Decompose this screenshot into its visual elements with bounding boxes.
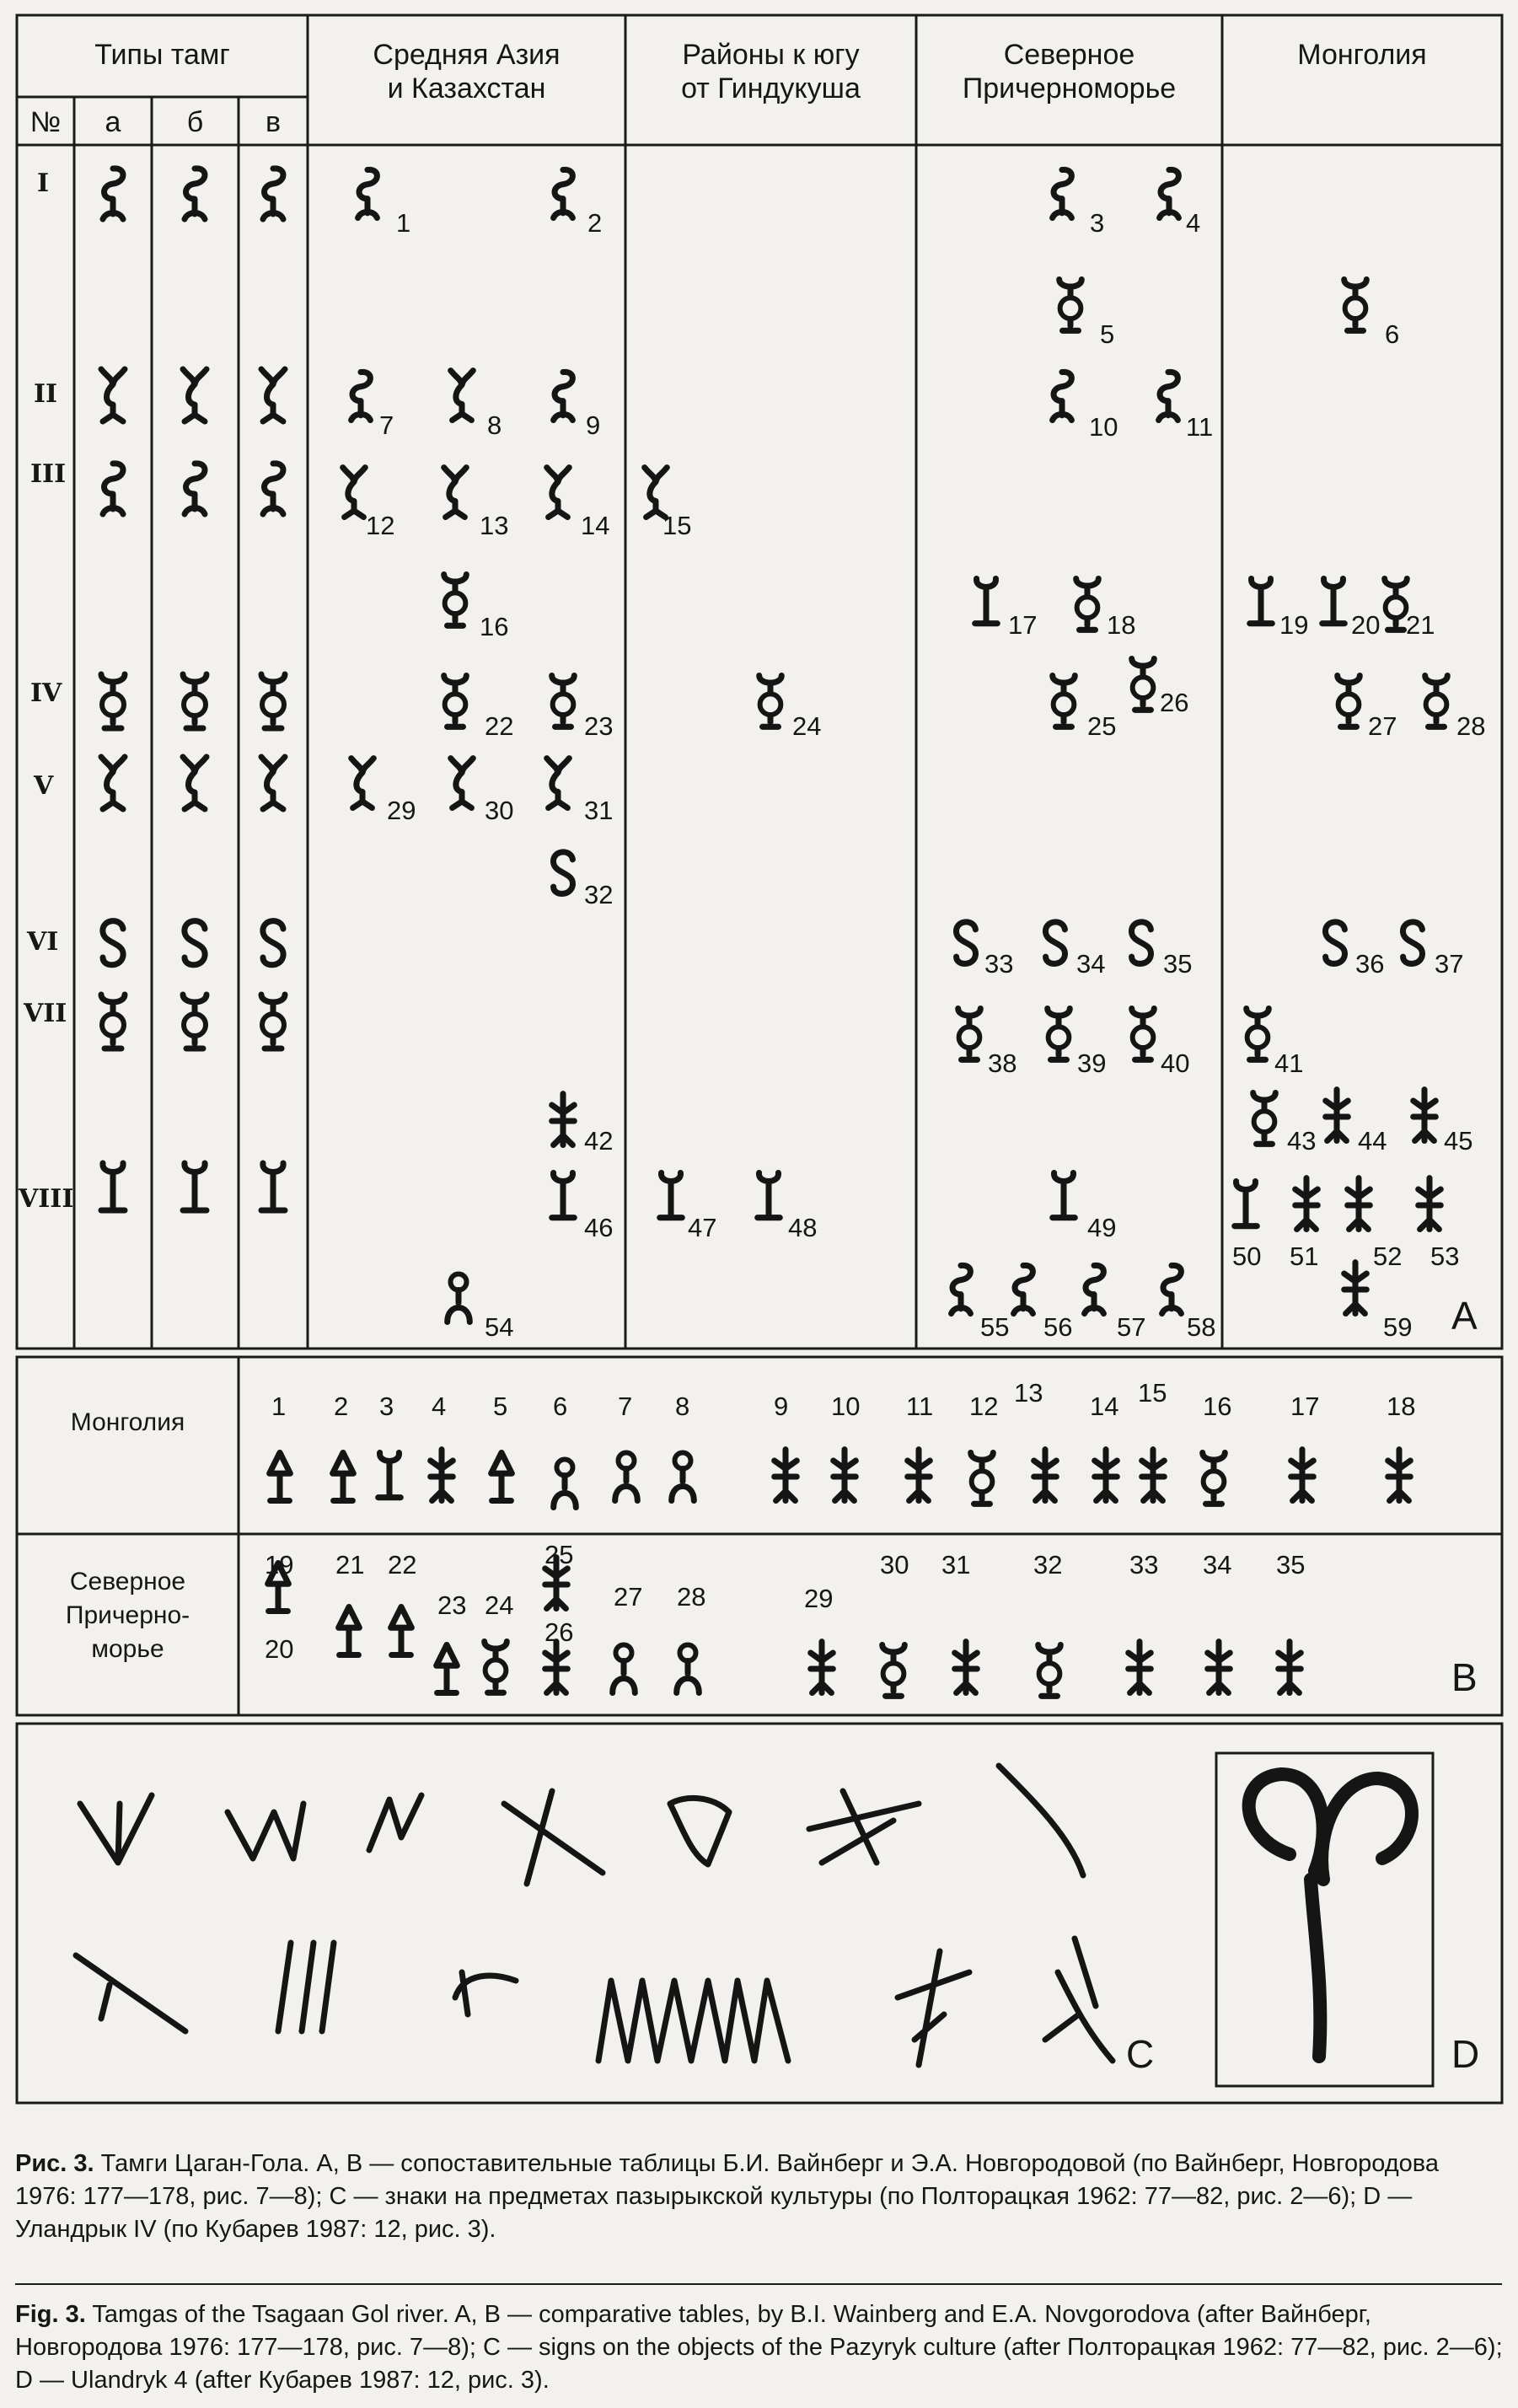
sign-number: 18 <box>1107 610 1136 640</box>
tamga-glyph <box>1142 1450 1165 1501</box>
tamga-glyph <box>1403 922 1422 964</box>
sign-number: 19 <box>265 1550 294 1579</box>
sign-number: 32 <box>1033 1550 1063 1579</box>
scratch-sign <box>670 1798 729 1864</box>
tamga-glyph <box>547 468 570 518</box>
sign-number: 27 <box>614 1582 643 1612</box>
tamga-glyph <box>358 169 378 217</box>
sign-number: 21 <box>335 1550 365 1579</box>
tamga-glyph <box>1131 922 1151 964</box>
scratch-sign <box>228 1804 303 1858</box>
tamga-glyph <box>1038 1645 1061 1697</box>
sign-number: 24 <box>485 1590 514 1620</box>
tamga-glyph <box>183 995 207 1048</box>
header-mongolia: Монголия <box>1297 39 1427 71</box>
tamga-glyph <box>1085 1265 1104 1313</box>
tamga-glyph <box>485 1642 507 1693</box>
tamga-glyph <box>971 1453 994 1504</box>
tamga-glyph <box>103 169 123 219</box>
sign-number: 58 <box>1187 1312 1216 1342</box>
tamga-glyph <box>545 1642 568 1693</box>
tamga-glyph <box>660 1173 683 1218</box>
sign-number: 3 <box>379 1392 394 1421</box>
sign-number: 35 <box>1163 949 1193 979</box>
tamga-glyph <box>552 1094 575 1145</box>
tamga-glyph <box>183 1163 207 1210</box>
sign-number: 42 <box>584 1126 614 1156</box>
sign-number: 21 <box>1406 610 1435 640</box>
tamga-glyph <box>958 1009 981 1060</box>
tamga-glyph <box>1235 1182 1258 1226</box>
tamga-glyph <box>1014 1265 1033 1313</box>
tamga-glyph <box>955 1642 978 1693</box>
tamga-glyph <box>261 1163 285 1210</box>
tamga-glyph <box>101 757 125 809</box>
sign-number: 3 <box>1090 208 1105 238</box>
sign-number: 1 <box>396 208 411 238</box>
sign-number: 10 <box>831 1392 861 1421</box>
sign-number: 22 <box>388 1550 417 1579</box>
tamga-glyph <box>1129 1642 1151 1693</box>
subheader-no: № <box>30 106 62 138</box>
sign-number: 32 <box>584 880 614 909</box>
sign-number: 26 <box>544 1617 574 1647</box>
tamga-glyph <box>491 1453 512 1501</box>
tamga-glyph <box>1095 1450 1118 1501</box>
tamga-glyph <box>554 1460 577 1508</box>
tamga-glyph <box>431 1450 453 1501</box>
ulandryk-tamga <box>1249 1774 1412 2057</box>
tamga-glyph <box>183 369 207 421</box>
sign-number: 30 <box>880 1550 909 1579</box>
sign-number: 40 <box>1161 1048 1190 1078</box>
tamga-glyph <box>1048 1009 1070 1060</box>
tamga-glyph <box>351 759 374 808</box>
scratch-sign <box>455 1972 516 2014</box>
tamga-glyph <box>263 169 283 219</box>
tamga-glyph <box>1344 280 1367 331</box>
sign-number: 37 <box>1435 949 1464 979</box>
tamga-glyph <box>1053 169 1072 217</box>
tamga-glyph <box>451 371 474 421</box>
sign-number: 20 <box>265 1634 294 1664</box>
tamga-glyph <box>444 575 467 626</box>
tamga-glyph <box>1159 372 1178 420</box>
tamga-glyph <box>1253 1093 1276 1145</box>
tamga-glyph <box>1160 169 1179 217</box>
sign-number: 15 <box>1138 1378 1167 1408</box>
tamga-glyph <box>101 674 125 728</box>
sign-number: 14 <box>1090 1392 1119 1421</box>
tamga-glyph <box>261 995 285 1048</box>
tamga-glyph <box>1208 1642 1231 1693</box>
tamga-glyph <box>975 579 998 624</box>
tamga-glyph <box>103 464 123 514</box>
subheader-b: б <box>186 106 204 138</box>
tamga-glyph <box>1203 1453 1226 1504</box>
sign-number: 7 <box>379 410 394 440</box>
sign-number: 59 <box>1383 1312 1413 1342</box>
tamga-glyph <box>183 757 207 809</box>
tamga-glyph <box>1053 372 1072 420</box>
header-black-sea: Северное Причерноморье <box>962 39 1177 105</box>
sign-number: 15 <box>662 511 692 540</box>
scratch-sign <box>504 1791 603 1884</box>
sign-number: 10 <box>1089 412 1118 442</box>
sign-number: 4 <box>1186 208 1201 238</box>
sign-number: 12 <box>969 1392 999 1421</box>
tamga-glyph <box>101 369 125 421</box>
sign-number: 55 <box>980 1312 1010 1342</box>
sign-number: 57 <box>1117 1312 1146 1342</box>
tamga-glyph <box>444 676 467 727</box>
sign-number: 6 <box>1385 319 1400 349</box>
sign-number: 29 <box>804 1584 834 1613</box>
tamga-glyph <box>270 1453 291 1501</box>
sign-number: 2 <box>587 208 603 238</box>
tamga-glyph <box>677 1645 700 1693</box>
scratch-sign <box>809 1791 919 1863</box>
tamga-glyph <box>1034 1450 1057 1501</box>
sign-number: 34 <box>1076 949 1106 979</box>
panel-d-label: D <box>1451 2032 1480 2076</box>
sign-number: 8 <box>675 1392 690 1421</box>
tamga-glyph <box>615 1453 638 1501</box>
tamga-glyph <box>1388 1450 1411 1501</box>
scratch-sign <box>369 1795 421 1850</box>
scratch-sign <box>898 1951 969 2065</box>
sign-number: 45 <box>1444 1126 1473 1156</box>
tamga-glyph <box>1295 1178 1318 1230</box>
row-number: III <box>30 459 67 489</box>
tamga-glyph <box>1291 1450 1314 1501</box>
sign-number: 17 <box>1290 1392 1320 1421</box>
panel-a-label: A <box>1451 1294 1478 1338</box>
sign-number: 53 <box>1430 1242 1460 1271</box>
tamga-glyph <box>183 674 207 728</box>
sign-number: 26 <box>1160 688 1189 717</box>
tamga-glyph <box>101 995 125 1048</box>
tamga-glyph <box>554 372 573 420</box>
tamga-glyph <box>1322 579 1345 624</box>
tamga-glyph <box>444 468 467 518</box>
sign-number: 25 <box>544 1540 574 1569</box>
sign-number: 11 <box>906 1392 934 1421</box>
tamga-glyph <box>1132 1009 1155 1060</box>
sign-number: 13 <box>480 511 509 540</box>
caption-text: Тамги Цаган-Гола. А, В — сопоставительные таблицы Б.И. Вайнберг и Э.А. Новгородовой (по Вайнберг, Новгородова 1976: 177—178, рис. 7—8); С — знаки на предметах пазырыкской культуры (по Полторацкая 1962: 77—82, рис. 2—6); D — Уландрык IV (по Кубарев 1987: 12, рис. 3). <box>15 2150 1440 2243</box>
row-label-mongolia: Монголия <box>70 1408 185 1436</box>
tamga-glyph <box>672 1453 695 1501</box>
caption-label: Fig. 3. <box>15 2301 86 2328</box>
tamga-glyph <box>1279 1642 1301 1693</box>
header-hindu-kush: Районы к югу от Гиндукуша <box>681 39 861 105</box>
sign-number: 46 <box>584 1213 614 1242</box>
tamga-glyph <box>339 1607 360 1655</box>
tamga-glyph <box>613 1645 636 1693</box>
sign-number: 39 <box>1077 1048 1107 1078</box>
tamga-glyph <box>1325 922 1344 964</box>
sign-number: 22 <box>485 711 514 741</box>
tamga-glyph <box>1250 579 1273 624</box>
sign-number: 23 <box>437 1590 467 1620</box>
sign-number: 38 <box>988 1048 1017 1078</box>
sign-number: 50 <box>1232 1242 1262 1271</box>
tamga-glyph <box>1338 676 1360 727</box>
tamga-glyph <box>451 759 474 808</box>
tamga-glyph <box>956 922 975 964</box>
tamga-glyph <box>1326 1090 1349 1141</box>
tamga-glyph <box>554 169 573 217</box>
tamga-glyph <box>645 468 668 518</box>
tamga-glyph <box>1385 579 1408 630</box>
sign-number: 12 <box>366 511 395 540</box>
sign-number: 25 <box>1087 711 1117 741</box>
sign-number: 34 <box>1203 1550 1232 1579</box>
sign-number: 4 <box>432 1392 447 1421</box>
tamga-glyph <box>391 1607 412 1655</box>
sign-number: 31 <box>941 1550 971 1579</box>
tamga-glyph <box>1344 1263 1367 1314</box>
scratch-sign <box>598 1981 788 2061</box>
sign-number: 11 <box>1186 412 1214 442</box>
tamga-glyph <box>908 1450 931 1501</box>
sign-number: 33 <box>984 949 1014 979</box>
sign-number: 28 <box>677 1582 706 1612</box>
sign-number: 31 <box>584 796 614 825</box>
sign-number: 41 <box>1274 1048 1304 1078</box>
sign-number: 5 <box>1100 319 1115 349</box>
row-number: I <box>37 169 50 198</box>
sign-number: 47 <box>688 1213 717 1242</box>
sign-number: 48 <box>788 1213 818 1242</box>
tamga-glyph <box>261 674 285 728</box>
row-number: VIII <box>19 1184 74 1214</box>
sign-number: 20 <box>1351 610 1381 640</box>
sign-number: 51 <box>1290 1242 1319 1271</box>
tamga-glyph <box>343 468 366 518</box>
sign-number: 33 <box>1129 1550 1159 1579</box>
scratch-sign <box>999 1766 1083 1875</box>
tamga-glyph <box>1053 676 1075 727</box>
sign-number: 54 <box>485 1312 514 1342</box>
tamga-glyph <box>103 921 123 965</box>
tamga-glyph <box>1247 1009 1269 1060</box>
panel-c-label: C <box>1126 2032 1155 2076</box>
tamga-glyph <box>185 464 205 514</box>
tamga-glyph <box>834 1450 856 1501</box>
subheader-v: в <box>265 106 282 138</box>
sign-number: 23 <box>584 711 614 741</box>
row-number: V <box>34 771 54 801</box>
caption-label: Рис. 3. <box>15 2150 94 2177</box>
sign-number: 28 <box>1456 711 1486 741</box>
tamga-glyph <box>261 369 285 421</box>
sign-number: 43 <box>1287 1126 1317 1156</box>
tamga-glyph <box>1419 1178 1441 1230</box>
tamga-glyph <box>552 1173 575 1218</box>
tamga-glyph <box>263 921 283 965</box>
tamga-glyph <box>553 852 572 894</box>
sign-number: 52 <box>1373 1242 1403 1271</box>
sign-number: 18 <box>1387 1392 1416 1421</box>
header-central-asia: Средняя Азия и Казахстан <box>373 39 561 105</box>
row-number: VI <box>27 927 59 957</box>
panel-b-label: B <box>1451 1655 1478 1699</box>
row-number: VII <box>24 999 67 1028</box>
sign-number: 2 <box>334 1392 349 1421</box>
sign-number: 9 <box>586 410 601 440</box>
sign-number: 17 <box>1008 610 1038 640</box>
header-types: Типы тамг <box>94 39 230 71</box>
scratch-sign <box>278 1943 334 2031</box>
row-label-black-sea: Северное Причерно- морье <box>65 1568 190 1663</box>
tamga-glyph <box>437 1645 458 1693</box>
sign-number: 24 <box>792 711 822 741</box>
tamga-glyph <box>1059 280 1082 331</box>
sign-number: 29 <box>387 796 416 825</box>
tamga-glyph <box>263 464 283 514</box>
sign-number: 14 <box>581 511 610 540</box>
tamga-glyph <box>101 1163 125 1210</box>
sign-number: 16 <box>480 612 509 641</box>
tamga-glyph <box>758 1173 780 1218</box>
tamga-glyph <box>759 676 782 727</box>
tamga-glyph <box>185 921 205 965</box>
scratch-sign <box>1045 1939 1113 2061</box>
tamga-glyph <box>1076 579 1099 630</box>
tamga-glyph <box>1348 1178 1370 1230</box>
tamga-glyph <box>1425 676 1448 727</box>
caption-russian <box>15 2148 1503 2246</box>
sign-number: 1 <box>271 1392 287 1421</box>
caption-text: Tamgas of the Tsagaan Gol river. A, B — comparative tables, by B.I. Wainberg and E.A. Novgorodova (after Вайнберг, Новгородова 1976: 177—178, рис. 7—8); C — signs on the objects of the Pazyryk culture (after Полторацкая 1962: 77—82, рис. 2—6); D — Ulandryk 4 (after Кубарев 1987: 12, рис. 3). <box>15 2301 1503 2394</box>
row-number: II <box>34 379 58 409</box>
sign-number: 16 <box>1203 1392 1232 1421</box>
sign-number: 36 <box>1355 949 1385 979</box>
scratch-sign <box>76 1955 185 2031</box>
tamga-glyph <box>552 676 575 727</box>
tamga-glyph <box>333 1453 354 1501</box>
sign-number: 13 <box>1014 1378 1043 1408</box>
sign-number: 30 <box>485 796 514 825</box>
tamga-glyph <box>547 759 570 808</box>
tamga-glyph <box>1053 1173 1075 1218</box>
sign-number: 7 <box>618 1392 633 1421</box>
tamga-glyph <box>1413 1090 1436 1141</box>
tamga-glyph <box>261 757 285 809</box>
sign-number: 27 <box>1368 711 1397 741</box>
caption-english <box>15 2298 1503 2397</box>
sign-number: 5 <box>493 1392 508 1421</box>
sign-number: 56 <box>1043 1312 1073 1342</box>
tamga-glyph <box>351 372 371 420</box>
row-number: IV <box>30 678 62 708</box>
subheader-a: а <box>105 106 121 138</box>
tamga-glyph <box>775 1450 797 1501</box>
tamga-glyph <box>448 1274 470 1322</box>
sign-number: 19 <box>1279 610 1309 640</box>
sign-number: 49 <box>1087 1213 1117 1242</box>
tamga-glyph <box>1132 659 1155 711</box>
tamga-glyph <box>378 1453 401 1498</box>
tamga-glyph <box>882 1645 905 1697</box>
tamga-glyph <box>185 169 205 219</box>
sign-number: 9 <box>774 1392 789 1421</box>
sign-number: 44 <box>1358 1126 1387 1156</box>
sign-number: 8 <box>487 410 502 440</box>
scratch-sign <box>80 1795 152 1863</box>
tamga-glyph <box>1045 922 1065 964</box>
tamga-glyph <box>952 1265 971 1313</box>
tamga-glyph <box>1162 1265 1182 1313</box>
tamga-glyph <box>811 1642 834 1693</box>
sign-number: 35 <box>1276 1550 1306 1579</box>
sign-number: 6 <box>553 1392 568 1421</box>
